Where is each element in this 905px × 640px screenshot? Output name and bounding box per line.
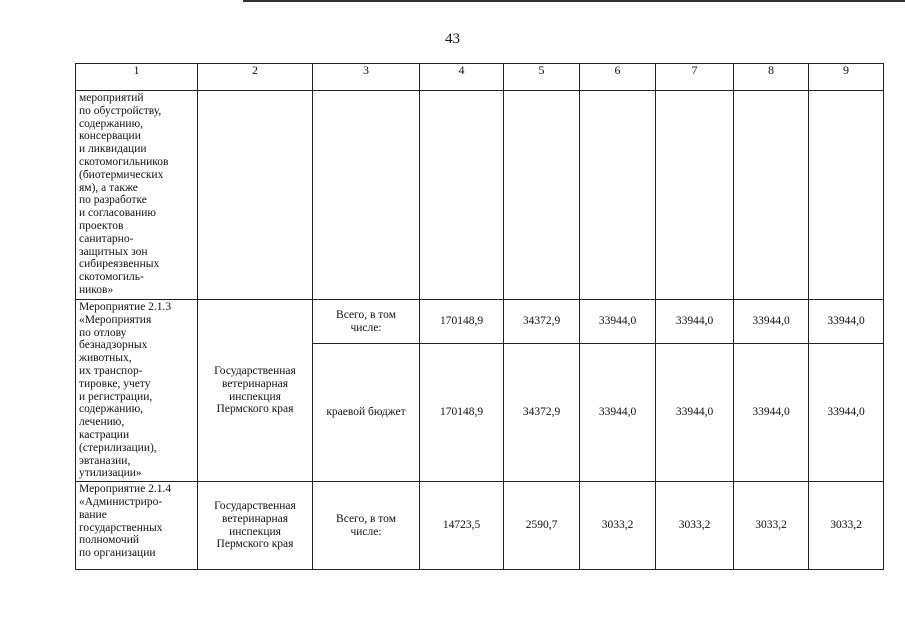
value-cell: 33944,0 bbox=[656, 300, 734, 344]
source-cell: Всего, в том числе: bbox=[313, 482, 420, 570]
header-cell: 8 bbox=[734, 64, 809, 91]
value-cell: 34372,9 bbox=[504, 344, 580, 482]
source-cell: краевой бюджет bbox=[313, 344, 420, 482]
table-row-measure-2-1-4 bbox=[76, 482, 884, 570]
header-cell: 2 bbox=[198, 64, 313, 91]
table-row-measure-2-1-3-total bbox=[76, 300, 884, 344]
header-cell: 3 bbox=[313, 64, 420, 91]
value-cell: 33944,0 bbox=[580, 344, 656, 482]
header-cell: 9 bbox=[809, 64, 884, 91]
value-cell: 33944,0 bbox=[809, 344, 884, 482]
header-cell: 4 bbox=[420, 64, 504, 91]
header-cell: 6 bbox=[580, 64, 656, 91]
value-cell: 3033,2 bbox=[809, 482, 884, 570]
top-rule bbox=[243, 0, 905, 2]
value-cell: 170148,9 bbox=[420, 344, 504, 482]
value-cell: 3033,2 bbox=[580, 482, 656, 570]
value-cell: 33944,0 bbox=[656, 344, 734, 482]
measure-description: Мероприятие 2.1.4 «Администриро- вание государственных полномочий по организации bbox=[76, 482, 198, 570]
header-cell: 5 bbox=[504, 64, 580, 91]
measure-description: мероприятий по обустройству, содержанию, консервации и ликвидации скотомогильников (биотермических ям), а также по разработке и согласованию проектов санитарно- защитных зон сибиреязвенных скотомогиль- ников» bbox=[76, 91, 198, 300]
executor-cell: Государственная ветеринарная инспекция Пермского края bbox=[198, 482, 313, 570]
value-cell: 170148,9 bbox=[420, 300, 504, 344]
executor-cell: Государственная ветеринарная инспекция Пермского края bbox=[198, 300, 313, 482]
page-number: 43 bbox=[445, 31, 460, 47]
header-cell: 7 bbox=[656, 64, 734, 91]
value-cell: 3033,2 bbox=[656, 482, 734, 570]
value-cell: 33944,0 bbox=[734, 300, 809, 344]
value-cell: 33944,0 bbox=[809, 300, 884, 344]
value-cell: 33944,0 bbox=[734, 344, 809, 482]
header-row bbox=[76, 64, 884, 91]
value-cell: 33944,0 bbox=[580, 300, 656, 344]
table-row-continuation bbox=[76, 91, 884, 300]
header-cell: 1 bbox=[76, 64, 198, 91]
value-cell: 3033,2 bbox=[734, 482, 809, 570]
value-cell: 14723,5 bbox=[420, 482, 504, 570]
source-cell: Всего, в том числе: bbox=[313, 300, 420, 344]
program-table bbox=[75, 63, 884, 570]
value-cell: 2590,7 bbox=[504, 482, 580, 570]
value-cell: 34372,9 bbox=[504, 300, 580, 344]
measure-description: Мероприятие 2.1.3 «Мероприятия по отлову безнадзорных животных, их транспор- тировке, учету и регистрации, содержанию, лечению, кастрации (стерилизации), эвтаназии, утилизации» bbox=[76, 300, 198, 482]
